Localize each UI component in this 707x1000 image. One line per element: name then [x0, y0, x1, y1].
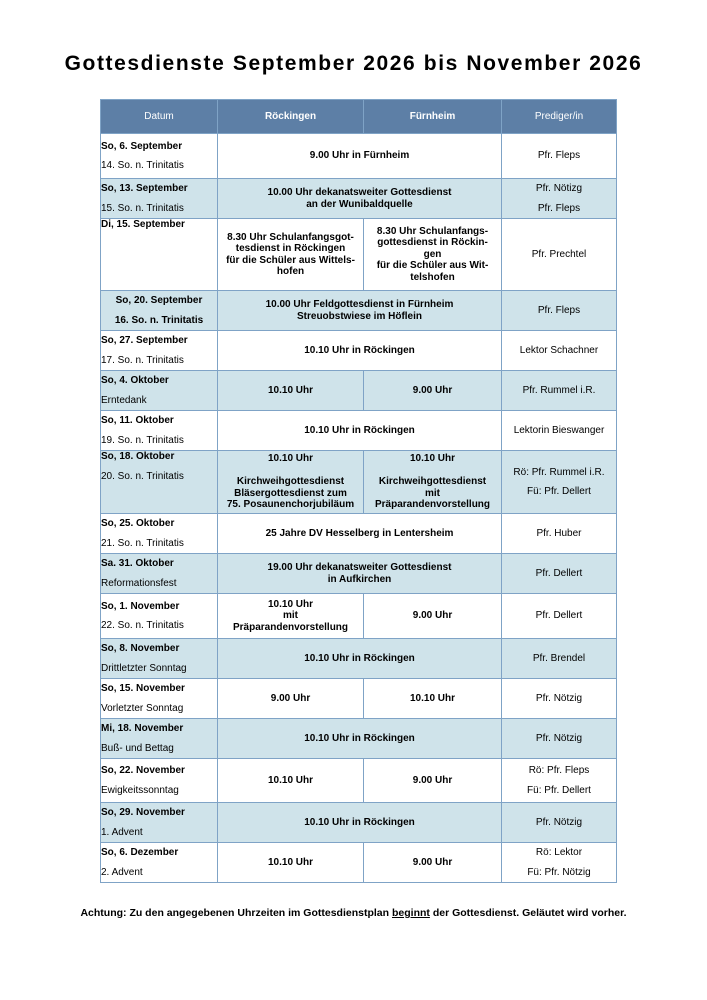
preacher-label: Pfr. Fleps [537, 150, 581, 162]
table-row [101, 179, 617, 219]
preacher-label: Pfr. Nötizg [535, 183, 583, 194]
liturgical-day-label: 21. So. n. Trinitatis [101, 537, 184, 549]
table-row [101, 134, 617, 179]
column-header-roeckingen: Röckingen [218, 100, 364, 134]
service-combined-cell: 10.00 Uhr dekanatsweiter Gottesdienst an der Wunibaldquelle [218, 179, 502, 219]
date-label: Sa. 31. Oktober [101, 558, 174, 569]
table-row [101, 759, 617, 803]
service-roeckingen-cell: 10.10 Uhr [218, 371, 364, 411]
service-schedule-table [100, 99, 617, 883]
footer-note [0, 907, 707, 919]
preacher-label: Pfr. Nötzig [535, 692, 583, 704]
preacher-cell [502, 803, 617, 843]
footer-text-after: der Gottesdienst. Geläutet wird vorher. [429, 907, 627, 919]
preacher-label: Fü: Pfr. Nötzig [527, 866, 591, 878]
liturgical-day-label: 22. So. n. Trinitatis [101, 620, 184, 631]
preacher-label: Pfr. Huber [536, 527, 582, 539]
column-header-fuernheim: Fürnheim [364, 100, 502, 134]
footer-text-before: Achtung: Zu den angegebenen Uhrzeiten im Gottesdienstplan [80, 907, 392, 919]
preacher-cell [502, 451, 617, 514]
preacher-cell [502, 843, 617, 883]
table-row [101, 843, 617, 883]
page-title: Gottesdienste September 2026 bis November 2026 [64, 52, 643, 75]
date-label: So, 8. November [101, 643, 180, 654]
date-cell [101, 331, 218, 371]
preacher-label: Lektorin Bieswanger [513, 424, 605, 436]
service-roeckingen-cell: 10.10 Uhr Kirchweihgottesdienst Bläsergottesdienst zum 75. Posaunenchorjubiläum [218, 451, 364, 514]
table-row [101, 679, 617, 719]
table-row [101, 331, 617, 371]
preacher-cell [502, 179, 617, 219]
liturgical-day-label: 16. So. n. Trinitatis [114, 314, 204, 326]
preacher-label: Pfr. Brendel [532, 652, 586, 664]
preacher-cell [502, 134, 617, 179]
liturgical-day-label: 15. So. n. Trinitatis [101, 202, 184, 214]
service-combined-cell: 10.10 Uhr in Röckingen [218, 639, 502, 679]
column-header-prediger: Prediger/in [502, 100, 617, 134]
date-label: So, 6. September [101, 140, 183, 152]
liturgical-day-label: 1. Advent [101, 826, 143, 838]
liturgical-day-label: Vorletzter Sonntag [101, 702, 184, 714]
preacher-cell [502, 594, 617, 639]
preacher-label: Pfr. Prechtel [531, 248, 587, 260]
preacher-label: Pfr. Fleps [537, 304, 581, 316]
preacher-label: Rö: Pfr. Fleps [528, 765, 590, 776]
liturgical-day-label: Erntedank [101, 394, 147, 406]
preacher-cell [502, 219, 617, 291]
service-combined-cell: 25 Jahre DV Hesselberg in Lentersheim [218, 514, 502, 554]
service-fuernheim-cell: 8.30 Uhr Schulanfangs- gottesdienst in Röckin- gen für die Schüler aus Wit- telshofen [364, 219, 502, 291]
date-cell [101, 134, 218, 179]
date-label: So, 1. November [101, 600, 180, 612]
service-combined-cell: 10.00 Uhr Feldgottesdienst in Fürnheim Streuobstwiese im Höflein [218, 291, 502, 331]
service-fuernheim-cell: 10.10 Uhr [364, 679, 502, 719]
preacher-label: Rö: Lektor [535, 847, 583, 858]
date-label: So, 13. September [101, 183, 188, 194]
date-cell [101, 679, 218, 719]
table-header-row [101, 100, 617, 134]
date-label: So, 11. Oktober [101, 415, 174, 426]
liturgical-day-label: Buß- und Bettag [101, 742, 174, 754]
preacher-label: Pfr. Rummel i.R. [522, 384, 596, 396]
date-cell [101, 411, 218, 451]
column-header-datum: Datum [101, 100, 218, 134]
preacher-label: Pfr. Dellert [535, 567, 583, 579]
date-label: So, 20. September [115, 295, 203, 306]
table-row [101, 639, 617, 679]
liturgical-day-label: 2. Advent [101, 866, 143, 878]
date-cell [101, 759, 218, 803]
date-label: So, 18. Oktober [101, 451, 175, 462]
date-cell [101, 514, 218, 554]
service-fuernheim-cell: 9.00 Uhr [364, 594, 502, 639]
date-cell [101, 843, 218, 883]
service-combined-cell: 19.00 Uhr dekanatsweiter Gottesdienst in Aufkirchen [218, 554, 502, 594]
service-combined-cell: 9.00 Uhr in Fürnheim [218, 134, 502, 179]
liturgical-day-label: 19. So. n. Trinitatis [101, 434, 184, 446]
preacher-cell [502, 759, 617, 803]
date-cell [101, 219, 218, 291]
service-roeckingen-cell: 10.10 Uhr [218, 843, 364, 883]
service-combined-cell: 10.10 Uhr in Röckingen [218, 719, 502, 759]
footer-emphasis: beginnt [391, 907, 430, 919]
date-cell [101, 451, 218, 514]
table-row [101, 803, 617, 843]
preacher-cell [502, 411, 617, 451]
liturgical-day-label: 17. So. n. Trinitatis [101, 354, 184, 366]
preacher-label: Fü: Pfr. Dellert [527, 486, 591, 497]
preacher-label: Pfr. Fleps [537, 202, 581, 214]
liturgical-day-label: 14. So. n. Trinitatis [101, 160, 184, 171]
table-row [101, 719, 617, 759]
service-combined-cell: 10.10 Uhr in Röckingen [218, 331, 502, 371]
liturgical-day-label: Reformationsfest [101, 577, 177, 589]
preacher-label: Pfr. Dellert [535, 610, 583, 622]
date-cell [101, 179, 218, 219]
table-row [101, 554, 617, 594]
date-label: So, 22. November [101, 765, 185, 776]
date-label: So, 6. Dezember [101, 847, 179, 858]
date-label: So, 4. Oktober [101, 375, 169, 386]
service-fuernheim-cell: 10.10 Uhr Kirchweihgottesdienst mit Präparandenvorstellung [364, 451, 502, 514]
preacher-cell [502, 639, 617, 679]
date-label: So, 27. September [101, 335, 188, 346]
date-cell [101, 594, 218, 639]
service-fuernheim-cell: 9.00 Uhr [364, 843, 502, 883]
date-cell [101, 719, 218, 759]
preacher-cell [502, 554, 617, 594]
preacher-label: Lektor Schachner [519, 344, 599, 356]
date-label: So, 29. November [101, 807, 185, 818]
liturgical-day-label: Ewigkeitssonntag [101, 784, 179, 796]
date-cell [101, 803, 218, 843]
table-row [101, 371, 617, 411]
service-roeckingen-cell: 9.00 Uhr [218, 679, 364, 719]
date-label: So, 15. November [101, 683, 185, 694]
preacher-cell [502, 331, 617, 371]
preacher-cell [502, 371, 617, 411]
service-roeckingen-cell: 10.10 Uhr [218, 759, 364, 803]
service-fuernheim-cell: 9.00 Uhr [364, 371, 502, 411]
service-fuernheim-cell: 9.00 Uhr [364, 759, 502, 803]
preacher-cell [502, 679, 617, 719]
table-row [101, 219, 617, 291]
date-cell [101, 291, 218, 331]
date-cell [101, 639, 218, 679]
preacher-label: Fü: Pfr. Dellert [527, 784, 591, 796]
table-row [101, 451, 617, 514]
table-row [101, 291, 617, 331]
service-combined-cell: 10.10 Uhr in Röckingen [218, 803, 502, 843]
table-row [101, 594, 617, 639]
preacher-label: Rö: Pfr. Rummel i.R. [513, 466, 605, 478]
liturgical-day-label: Drittletzter Sonntag [101, 662, 187, 674]
preacher-cell [502, 719, 617, 759]
date-label: Mi, 18. November [101, 723, 184, 734]
preacher-label: Pfr. Nötzig [535, 816, 583, 828]
service-roeckingen-cell: 10.10 Uhr mit Präparandenvorstellung [218, 594, 364, 639]
liturgical-day-label: 20. So. n. Trinitatis [101, 470, 184, 482]
date-cell [101, 371, 218, 411]
service-combined-cell: 10.10 Uhr in Röckingen [218, 411, 502, 451]
date-cell [101, 554, 218, 594]
date-label: So, 25. Oktober [101, 518, 175, 529]
preacher-cell [502, 514, 617, 554]
service-roeckingen-cell: 8.30 Uhr Schulanfangsgot- tesdienst in Röckingen für die Schüler aus Wittels- hofen [218, 219, 364, 291]
date-label: Di, 15. September [101, 219, 185, 230]
preacher-label: Pfr. Nötzig [535, 732, 583, 744]
table-row [101, 514, 617, 554]
preacher-cell [502, 291, 617, 331]
table-row [101, 411, 617, 451]
